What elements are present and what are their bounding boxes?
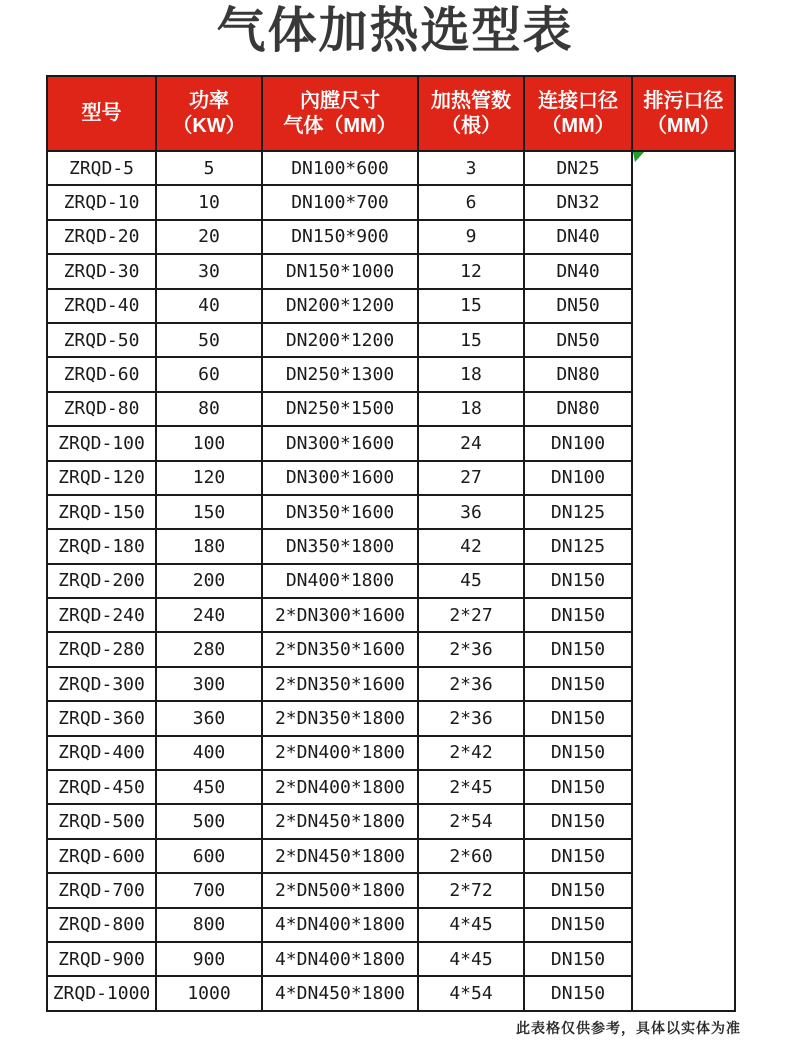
table-cell: DN200*1200 [263, 290, 419, 324]
table-cell: ZRQD-400 [48, 737, 157, 771]
table-cell: 27 [419, 462, 525, 496]
table-cell: 4*45 [419, 909, 525, 943]
header-label: （KW） [172, 114, 246, 137]
table-cell: 36 [419, 496, 525, 530]
table-cell: DN40 [525, 221, 633, 255]
table-cell: 3 [419, 152, 525, 186]
table-cell: 360 [157, 702, 263, 736]
table-cell: 2*DN300*1600 [263, 599, 419, 633]
table-cell: DN150 [525, 737, 633, 771]
table-cell: DN150 [525, 633, 633, 667]
table-cell: DN100*700 [263, 186, 419, 220]
table-cell: DN150 [525, 668, 633, 702]
table-cell: DN150 [525, 702, 633, 736]
table-cell: 280 [157, 633, 263, 667]
table-cell: 700 [157, 874, 263, 908]
header-cell-drain [633, 77, 736, 152]
table-cell: 2*DN450*1800 [263, 805, 419, 839]
header-label: 加热管数 [431, 89, 511, 112]
table-cell: 200 [157, 565, 263, 599]
table-cell: DN150 [525, 565, 633, 599]
table-cell: DN400*1800 [263, 565, 419, 599]
header-label: 排污口径 [643, 89, 724, 112]
table-cell: 30 [157, 255, 263, 289]
table-cell: 2*DN350*1600 [263, 633, 419, 667]
table-cell: ZRQD-500 [48, 805, 157, 839]
table-cell: DN125 [525, 496, 633, 530]
table-cell: 18 [419, 358, 525, 392]
table-cell: ZRQD-200 [48, 565, 157, 599]
table-cell: ZRQD-300 [48, 668, 157, 702]
table-cell: DN150 [525, 977, 633, 1011]
table-cell: ZRQD-240 [48, 599, 157, 633]
table-cell: 1000 [157, 977, 263, 1011]
header-cell-tube-count [419, 77, 525, 152]
table-cell: 2*42 [419, 737, 525, 771]
table-cell: ZRQD-80 [48, 393, 157, 427]
table-cell: 4*DN450*1800 [263, 977, 419, 1011]
table-cell: 2*DN350*1800 [263, 702, 419, 736]
table-cell: 4*DN400*1800 [263, 943, 419, 977]
table-cell: ZRQD-600 [48, 840, 157, 874]
table-cell: 12 [419, 255, 525, 289]
table-cell: 150 [157, 496, 263, 530]
table-cell: ZRQD-120 [48, 462, 157, 496]
table-cell: DN125 [525, 530, 633, 564]
selection-table [46, 75, 736, 1012]
table-cell: 2*DN500*1800 [263, 874, 419, 908]
table-cell: 42 [419, 530, 525, 564]
table-cell: 50 [157, 324, 263, 358]
table-cell: ZRQD-360 [48, 702, 157, 736]
table-cell: ZRQD-180 [48, 530, 157, 564]
table-cell: 180 [157, 530, 263, 564]
table-cell: 9 [419, 221, 525, 255]
table-cell: 600 [157, 840, 263, 874]
table-cell: ZRQD-60 [48, 358, 157, 392]
table-cell: 5 [157, 152, 263, 186]
table-cell: DN150 [525, 943, 633, 977]
header-label: 型号 [81, 102, 122, 124]
table-cell: 240 [157, 599, 263, 633]
header-label: 连接口径 [538, 89, 618, 112]
table-cell: DN200*1200 [263, 324, 419, 358]
page-title: 气体加热选型表 [216, 4, 574, 58]
table-cell: DN150 [525, 805, 633, 839]
table-cell: ZRQD-20 [48, 221, 157, 255]
table-cell: 4*54 [419, 977, 525, 1011]
table-cell: 2*27 [419, 599, 525, 633]
table-cell: 4*DN400*1800 [263, 909, 419, 943]
header-cell-model [48, 77, 157, 152]
header-cell-power [157, 77, 263, 152]
table-cell: ZRQD-30 [48, 255, 157, 289]
table-cell: DN350*1600 [263, 496, 419, 530]
table-cell: DN80 [525, 358, 633, 392]
table-cell: 45 [419, 565, 525, 599]
header-label: （MM） [541, 114, 615, 137]
table-cell: ZRQD-450 [48, 771, 157, 805]
table-cell: DN100 [525, 427, 633, 461]
table-cell: ZRQD-800 [48, 909, 157, 943]
table-cell: 15 [419, 290, 525, 324]
table-cell: 24 [419, 427, 525, 461]
header-label: （MM） [646, 114, 721, 137]
header-label: 气体（MM） [283, 114, 397, 137]
table-cell: 100 [157, 427, 263, 461]
table-cell: 60 [157, 358, 263, 392]
table-cell: 2*45 [419, 771, 525, 805]
table-cell: DN250*1300 [263, 358, 419, 392]
table-cell: ZRQD-900 [48, 943, 157, 977]
table-cell: 2*DN400*1800 [263, 737, 419, 771]
table-cell: 2*72 [419, 874, 525, 908]
header-label: （根） [441, 114, 501, 137]
table-cell: 300 [157, 668, 263, 702]
table-cell: DN150 [525, 874, 633, 908]
table-cell: 2*54 [419, 805, 525, 839]
table-cell: DN150*900 [263, 221, 419, 255]
table-cell: DN300*1600 [263, 462, 419, 496]
table-cell: DN40 [525, 255, 633, 289]
table-cell: DN150 [525, 771, 633, 805]
table-cell: 2*36 [419, 633, 525, 667]
table-cell: DN32 [525, 186, 633, 220]
table-cell: ZRQD-50 [48, 324, 157, 358]
table-cell: ZRQD-1000 [48, 977, 157, 1011]
table-cell: 2*60 [419, 840, 525, 874]
table-cell: 18 [419, 393, 525, 427]
drain-column-merged-cell [633, 152, 736, 1012]
header-label: 功率 [189, 89, 229, 112]
table-cell: ZRQD-700 [48, 874, 157, 908]
table-cell: DN50 [525, 290, 633, 324]
table-cell: DN100 [525, 462, 633, 496]
table-cell: 2*36 [419, 702, 525, 736]
header-cell-chamber-size [263, 77, 419, 152]
table-cell: ZRQD-150 [48, 496, 157, 530]
table-cell: 2*DN350*1600 [263, 668, 419, 702]
table-cell: DN150 [525, 840, 633, 874]
table-cell: ZRQD-280 [48, 633, 157, 667]
table-cell: 40 [157, 290, 263, 324]
table-cell: 500 [157, 805, 263, 839]
table-cell: 20 [157, 221, 263, 255]
table-cell: 80 [157, 393, 263, 427]
table-cell: DN250*1500 [263, 393, 419, 427]
header-label: 內膛尺寸 [300, 89, 380, 112]
table-cell: 15 [419, 324, 525, 358]
table-cell: ZRQD-40 [48, 290, 157, 324]
table-cell: ZRQD-10 [48, 186, 157, 220]
table-cell: 2*36 [419, 668, 525, 702]
table-cell: DN150 [525, 909, 633, 943]
footnote: 此表格仅供参考，具体以实体为准 [516, 1020, 741, 1036]
table-cell: 120 [157, 462, 263, 496]
table-cell: DN50 [525, 324, 633, 358]
table-cell: DN25 [525, 152, 633, 186]
table-cell: 10 [157, 186, 263, 220]
table-cell: DN350*1800 [263, 530, 419, 564]
table-cell: 6 [419, 186, 525, 220]
table-cell: ZRQD-100 [48, 427, 157, 461]
table-cell: 4*45 [419, 943, 525, 977]
table-cell: 2*DN450*1800 [263, 840, 419, 874]
table-cell: 800 [157, 909, 263, 943]
table-cell: 450 [157, 771, 263, 805]
table-cell: 400 [157, 737, 263, 771]
header-cell-connection [525, 77, 633, 152]
table-cell: 2*DN400*1800 [263, 771, 419, 805]
comment-marker-icon [633, 152, 645, 163]
table-cell: ZRQD-5 [48, 152, 157, 186]
table-cell: 900 [157, 943, 263, 977]
table-cell: DN80 [525, 393, 633, 427]
table-cell: DN100*600 [263, 152, 419, 186]
table-cell: DN300*1600 [263, 427, 419, 461]
table-cell: DN150*1000 [263, 255, 419, 289]
table-cell: DN150 [525, 599, 633, 633]
